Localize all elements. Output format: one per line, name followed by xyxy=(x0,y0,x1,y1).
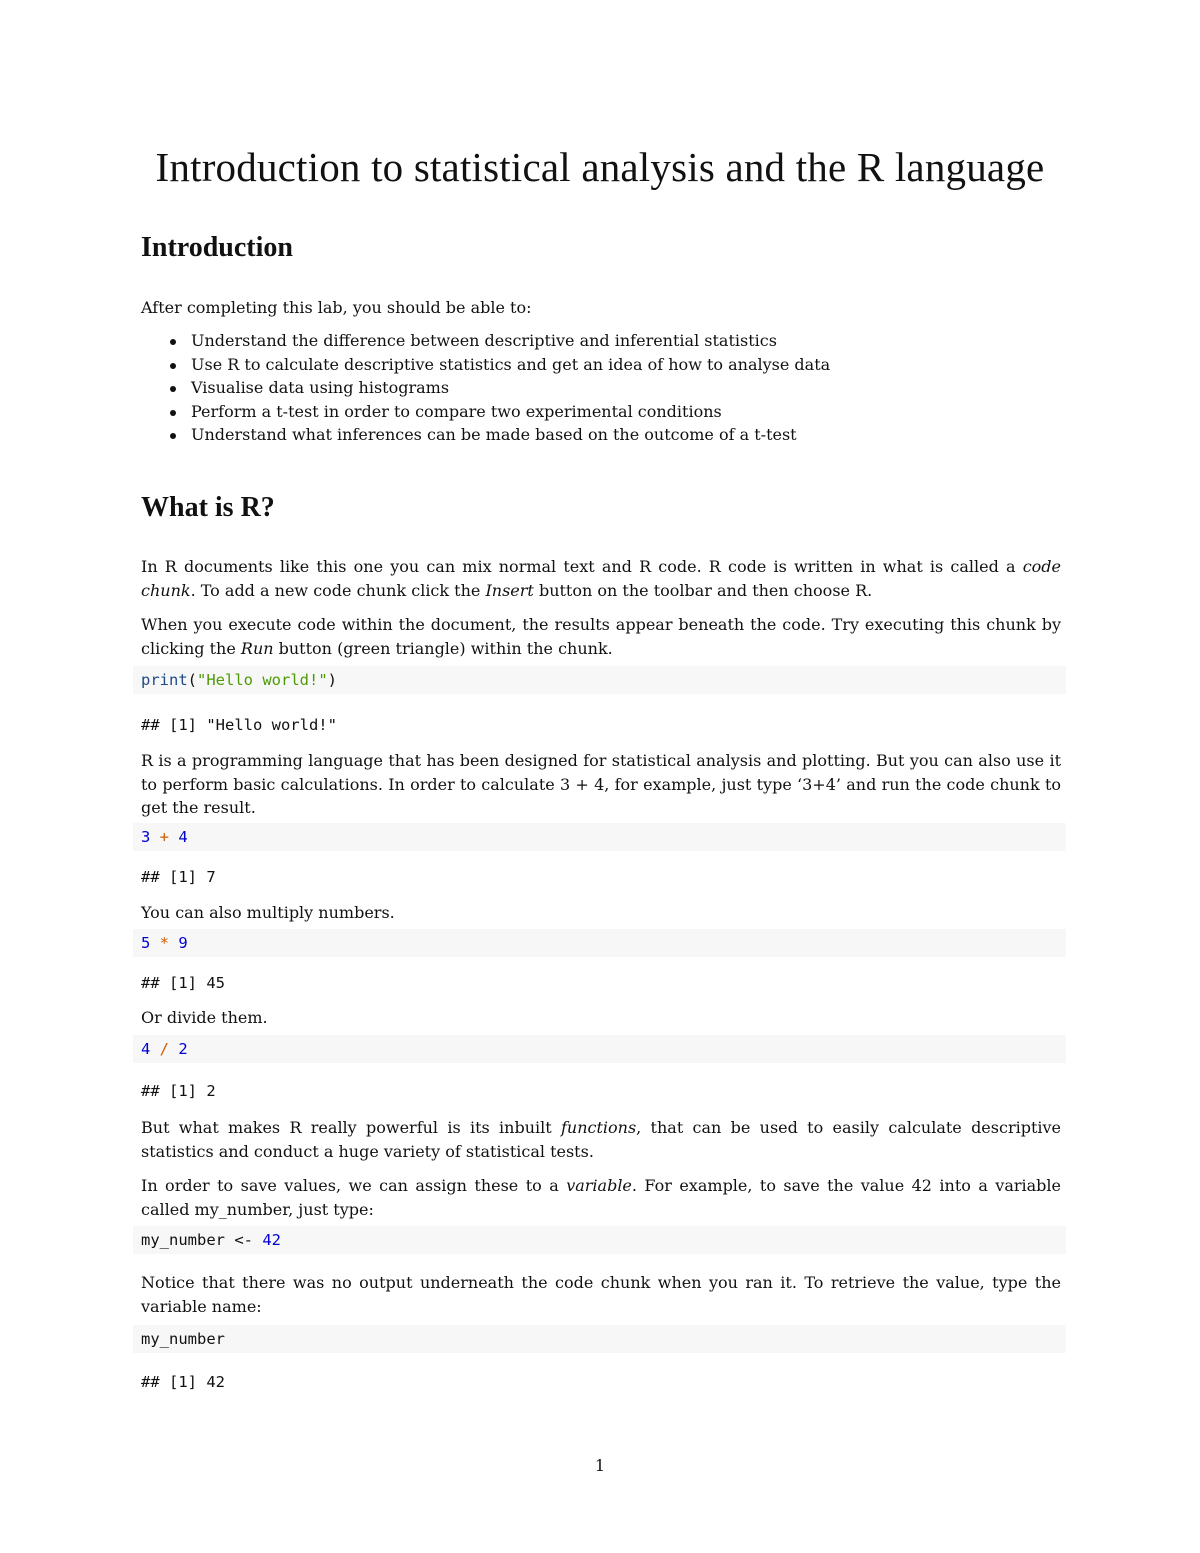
code-chunk-assign[interactable]: my_number <- 42 xyxy=(133,1226,1066,1254)
paragraph-divide: Or divide them. xyxy=(141,1008,268,1027)
intro-lead-paragraph: After completing this lab, you should be able to: xyxy=(141,298,532,317)
paragraph-execute-code: When you execute code within the document, the results appear beneath the code. Try executing this chunk by clicking the Run button (green triangle) within the chunk. xyxy=(141,615,1061,658)
code-output-print: ## [1] "Hello world!" xyxy=(141,716,337,734)
code-output-multiply: ## [1] 45 xyxy=(141,974,225,992)
code-chunk-variable[interactable]: my_number xyxy=(133,1325,1066,1353)
page-number: 1 xyxy=(594,1456,606,1475)
paragraph-code-chunk-intro: In R documents like this one you can mix normal text and R code. R code is written in what is called a code chunk. To add a new code chunk click the Insert button on the toolbar and then choose R. xyxy=(141,557,1061,600)
code-output-divide: ## [1] 2 xyxy=(141,1082,216,1100)
list-item: Understand what inferences can be made based on the outcome of a t-test xyxy=(141,423,830,447)
heading-what-is-r: What is R? xyxy=(141,492,275,523)
paragraph-variables: In order to save values, we can assign these to a variable. For example, to save the value 42 into a variable called my_number, just type: xyxy=(141,1176,1062,1219)
code-chunk-multiply[interactable]: 5 * 9 xyxy=(133,929,1066,957)
paragraph-functions: But what makes R really powerful is its inbuilt functions, that can be used to easily calculate descriptive statistics and conduct a huge variety of statistical tests. xyxy=(141,1118,1062,1161)
code-chunk-divide[interactable]: 4 / 2 xyxy=(133,1035,1066,1063)
code-output-variable: ## [1] 42 xyxy=(141,1373,225,1391)
code-chunk-addition[interactable]: 3 + 4 xyxy=(133,823,1066,851)
objectives-list xyxy=(141,329,830,447)
heading-introduction: Introduction xyxy=(141,232,293,263)
list-item: Perform a t-test in order to compare two experimental conditions xyxy=(141,400,830,424)
code-output-addition: ## [1] 7 xyxy=(141,868,216,886)
list-item: Understand the difference between descriptive and inferential statistics xyxy=(141,329,830,353)
code-chunk-print[interactable]: print("Hello world!") xyxy=(133,666,1066,694)
paragraph-retrieve-value: Notice that there was no output underneath the code chunk when you ran it. To retrieve the value, type the variable name: xyxy=(141,1273,1061,1316)
paragraph-basic-calculations: R is a programming language that has been designed for statistical analysis and plotting. But you can also use it to perform basic calculations. In order to calculate 3 + 4, for example, just type ‘3+4’ and run the code chunk to get the result. xyxy=(141,751,1061,817)
paragraph-multiply: You can also multiply numbers. xyxy=(141,903,395,922)
list-item: Visualise data using histograms xyxy=(141,376,830,400)
list-item: Use R to calculate descriptive statistics and get an idea of how to analyse data xyxy=(141,353,830,377)
document-title: Introduction to statistical analysis and the R language xyxy=(155,144,1045,190)
